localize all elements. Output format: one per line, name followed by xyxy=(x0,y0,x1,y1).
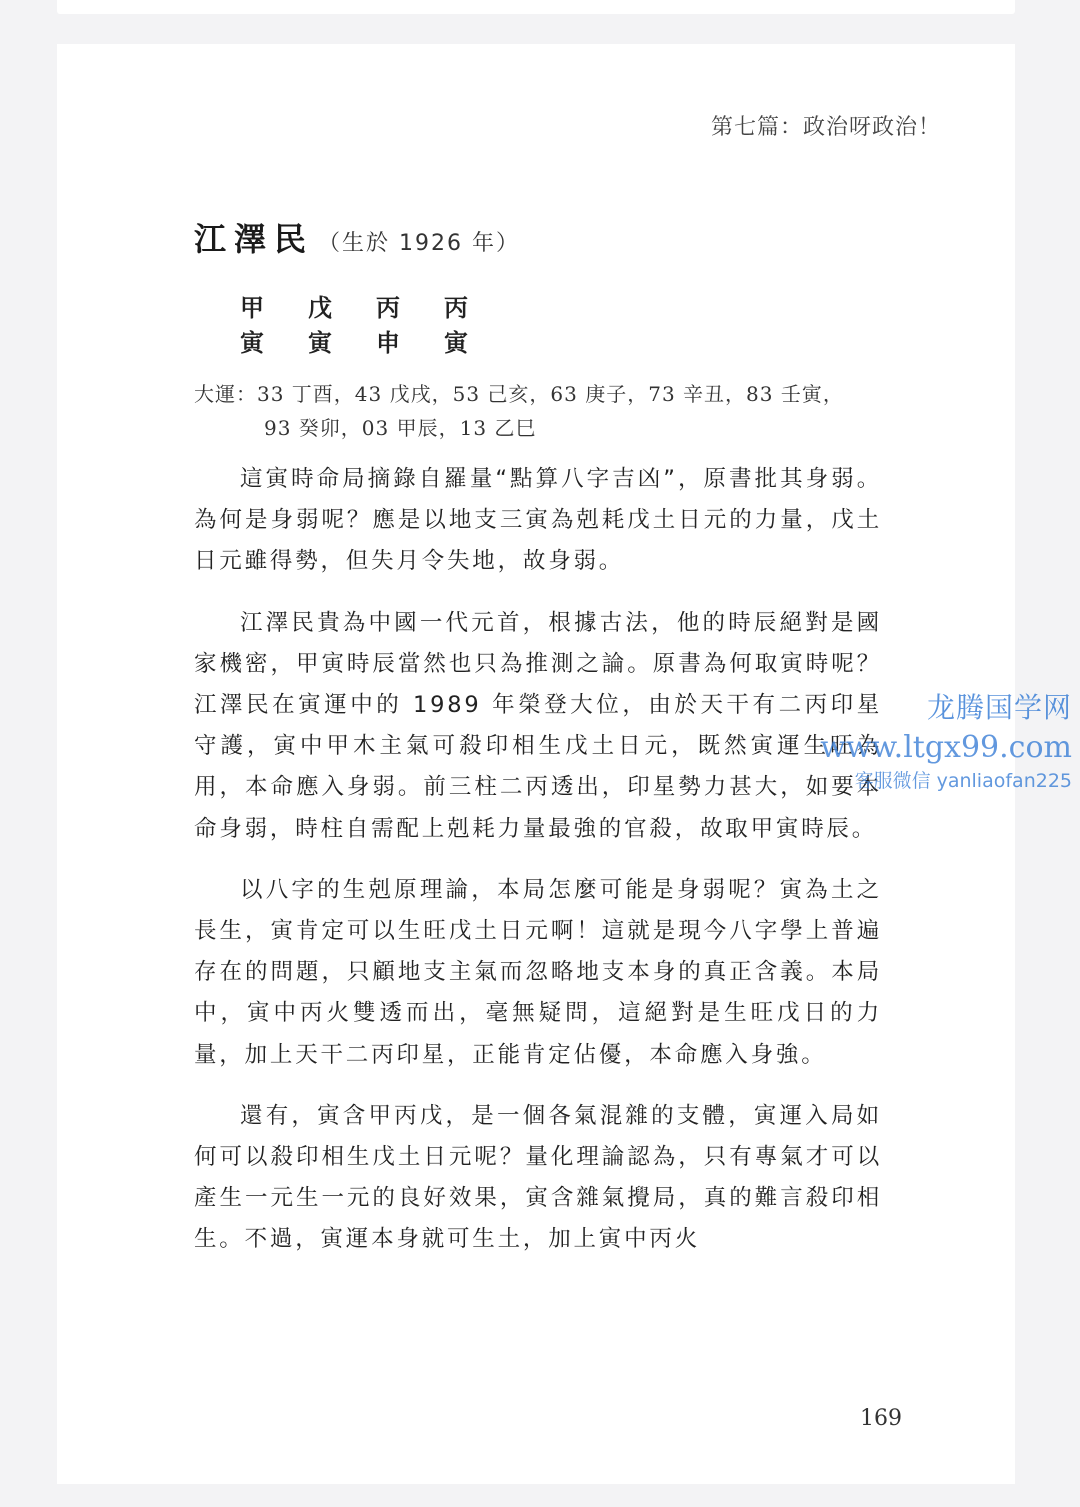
paragraph: 還有，寅含甲丙戊，是一個各氣混雜的支體，寅運入局如何可以殺印相生戊土日元呢？量化理論認為，只有專氣才可以產生一元生一元的良好效果，寅含雜氣攪局，真的難言殺印相生。不過，寅運本身就可生土，加上寅中丙火 xyxy=(194,1102,882,1253)
chart-branches-row xyxy=(240,325,512,360)
dayun-line-2: 93 癸卯，03 甲辰，13 乙巳 xyxy=(264,416,537,440)
chart-branch: 寅 xyxy=(444,328,468,357)
chart-stem: 甲 xyxy=(240,293,264,322)
body-text xyxy=(194,459,882,1281)
chart-branch: 申 xyxy=(376,328,400,357)
watermark-url: www.ltgx99.com xyxy=(820,730,1072,765)
bazi-chart xyxy=(240,290,512,360)
watermark-site-name: 龙腾国学网 xyxy=(926,691,1072,724)
heading-subtitle: （生於 1926 年） xyxy=(318,231,520,256)
page-number: 169 xyxy=(860,1406,902,1431)
previous-page-edge xyxy=(57,0,1015,14)
chart-stem: 丙 xyxy=(376,293,400,322)
chart-stem: 丙 xyxy=(444,293,468,322)
paragraph: 江澤民貴為中國一代元首，根據古法，他的時辰絕對是國家機密，甲寅時辰當然也只為推測之論。原書為何取寅時呢？江澤民在寅運中的 1989 年榮登大位，由於天干有二丙印星守護，寅中甲木主氣可殺印相生戊土日元，既然寅運生旺為用，本命應入身弱。前三柱二丙透出，印星勢力甚大，如要本命身弱，時柱自需配上剋耗力量最強的官殺，故取甲寅時辰。 xyxy=(194,609,882,842)
paragraph: 以八字的生剋原理論，本局怎麼可能是身弱呢？寅為土之長生，寅肯定可以生旺戊土日元啊！這就是現今八字學上普遍存在的問題，只顧地支主氣而忽略地支本身的真正含義。本局中，寅中丙火雙透而出，毫無疑問，這絕對是生旺戊日的力量，加上天干二丙印星，正能肯定佔優，本命應入身強。 xyxy=(194,876,882,1068)
watermark-contact: 客服微信 yanliaofan225 xyxy=(854,770,1072,792)
chart-stem: 戊 xyxy=(308,293,332,322)
chart-branch: 寅 xyxy=(240,328,264,357)
dayun-line-1: 大運：33 丁酉，43 戊戌，53 己亥，63 庚子，73 辛丑，83 壬寅， xyxy=(194,382,844,406)
chart-stems-row xyxy=(240,290,512,325)
watermark xyxy=(820,688,1072,794)
chart-branch: 寅 xyxy=(308,328,332,357)
section-heading xyxy=(194,214,520,260)
heading-name: 江澤民 xyxy=(194,220,315,258)
paragraph: 這寅時命局摘錄自羅量“點算八字吉凶”，原書批其身弱。為何是身弱呢？應是以地支三寅為剋耗戊土日元的力量，戊土日元雖得勢，但失月令失地，故身弱。 xyxy=(194,466,882,575)
dayun-list xyxy=(194,377,844,445)
running-head: 第七篇：政治呀政治！ xyxy=(710,115,941,140)
